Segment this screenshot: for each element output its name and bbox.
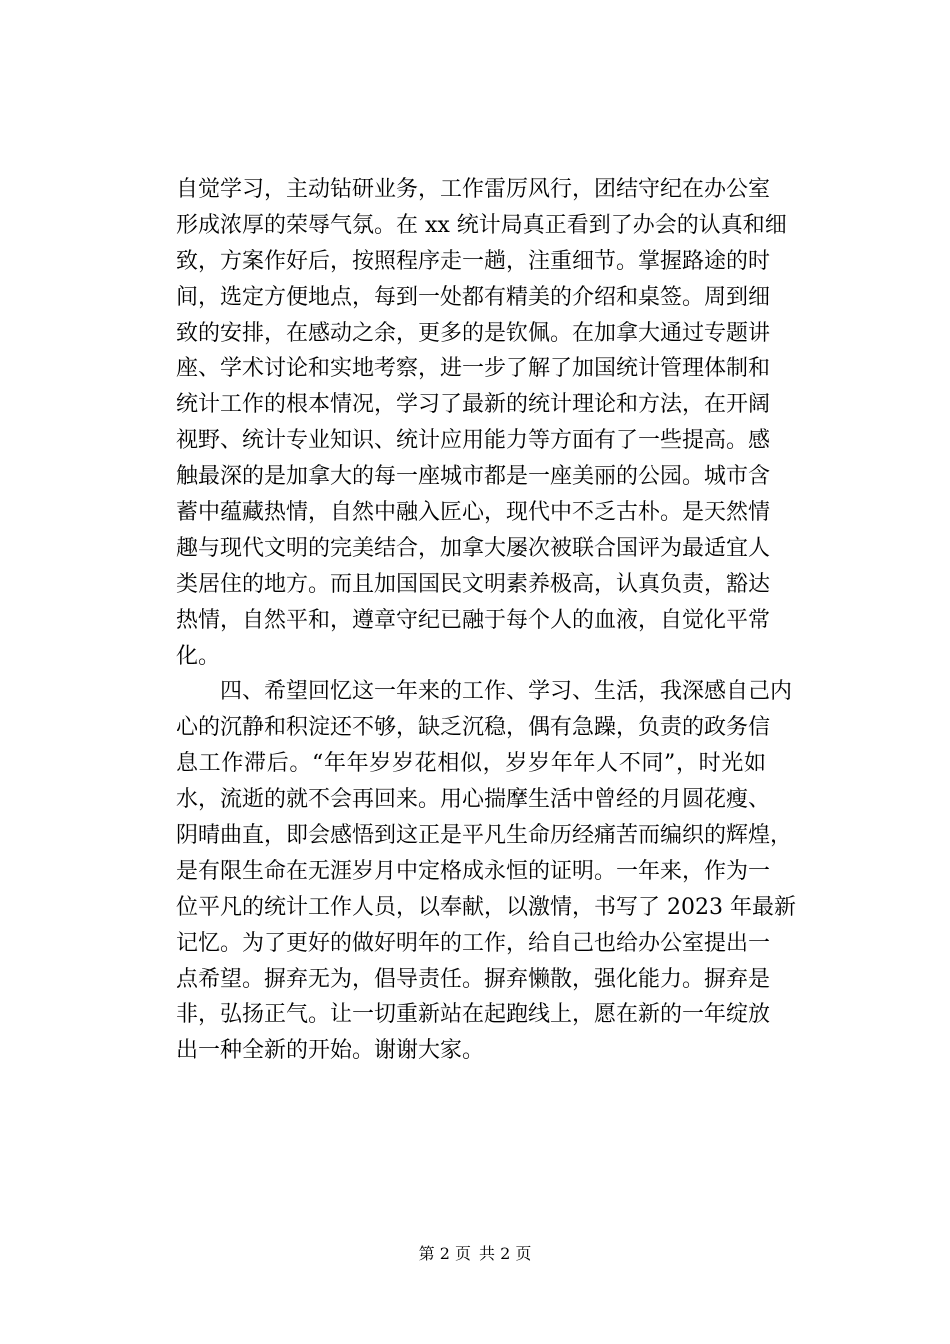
text-line: 点希望。摒弃无为，倡导责任。摒弃懒散，强化能力。摒弃是 — [176, 966, 771, 992]
paragraph-continuation — [176, 172, 787, 674]
text-line: 致的安排，在感动之余，更多的是钦佩。在加拿大通过专题讲 — [176, 320, 771, 346]
text-line: 化。 — [176, 643, 221, 669]
text-line: 间，选定方便地点，每到一处都有精美的介绍和桌签。周到细 — [176, 284, 771, 310]
text-line: 出一种全新的开始。谢谢大家。 — [176, 1038, 485, 1064]
text-line: 息工作滞后。“年年岁岁花相似，岁岁年年人不同”，时光如 — [176, 751, 766, 777]
text-line: 热情，自然平和，遵章守纪已融于每个人的血液，自觉化平常 — [176, 607, 771, 633]
text-line: 视野、统计专业知识、统计应用能力等方面有了一些提高。感 — [176, 428, 771, 454]
text-line: 非，弘扬正气。让一切重新站在起跑线上，愿在新的一年绽放 — [176, 1002, 771, 1028]
text-line: 阴晴曲直，即会感悟到这正是平凡生命历经痛苦而编织的辉煌， — [176, 823, 793, 849]
text-line: 是有限生命在无涯岁月中定格成永恒的证明。一年来，作为一 — [176, 858, 771, 884]
text-line: 蓄中蕴藏热情，自然中融入匠心，现代中不乏古朴。是天然情 — [176, 500, 771, 526]
text-line: 统计工作的根本情况，学习了最新的统计理论和方法，在开阔 — [176, 392, 771, 418]
page-number: 第 2 页 — [418, 1244, 471, 1263]
paragraph-section-four — [176, 674, 796, 1069]
page-footer — [0, 1243, 950, 1265]
text-line: 致，方案作好后，按照程序走一趟，注重细节。掌握路途的时 — [176, 248, 771, 274]
text-line: 四、希望回忆这一年来的工作、学习、生活，我深感自己内 — [176, 679, 793, 705]
text-line: 触最深的是加拿大的每一座城市都是一座美丽的公园。城市含 — [176, 464, 771, 490]
text-line: 座、学术讨论和实地考察，进一步了解了加国统计管理体制和 — [176, 356, 771, 382]
text-line: 记忆。为了更好的做好明年的工作，给自己也给办公室提出一 — [176, 930, 771, 956]
text-line: 趣与现代文明的完美结合，加拿大屡次被联合国评为最适宜人 — [176, 535, 771, 561]
page-total: 共 2 页 — [479, 1244, 532, 1263]
text-line: 类居住的地方。而且加国国民文明素养极高，认真负责，豁达 — [176, 571, 771, 597]
text-line: 形成浓厚的荣辱气氛。在 xx 统计局真正看到了办会的认真和细 — [176, 212, 787, 238]
text-line: 位平凡的统计工作人员，以奉献，以激情，书写了 2023 年最新 — [176, 894, 796, 920]
text-line: 心的沉静和积淀还不够，缺乏沉稳，偶有急躁，负责的政务信 — [176, 715, 771, 741]
body-text — [176, 172, 796, 1069]
text-line: 水，流逝的就不会再回来。用心揣摩生活中曾经的月圆花瘦、 — [176, 787, 771, 813]
text-line: 自觉学习，主动钻研业务，工作雷厉风行，团结守纪在办公室 — [176, 177, 771, 202]
